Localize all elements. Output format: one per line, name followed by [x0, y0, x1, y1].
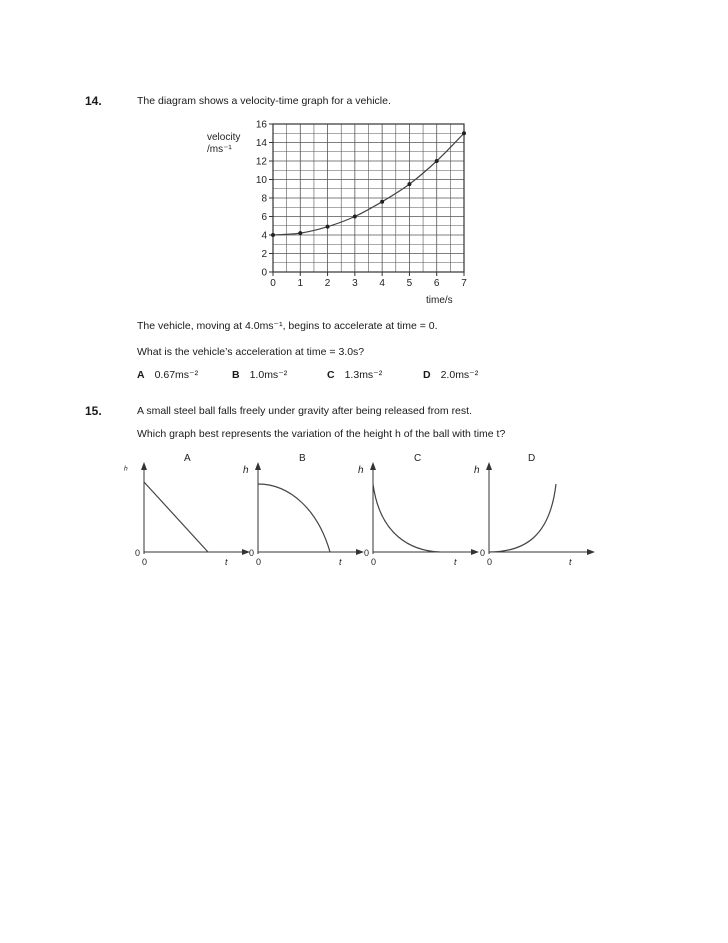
x-tick-label: 2	[324, 278, 331, 289]
data-point	[435, 159, 439, 163]
option-d-letter: D	[423, 369, 431, 381]
question-14-intro: The diagram shows a velocity-time graph for a vehicle.	[137, 95, 391, 107]
graph-d-origin-y: 0	[480, 548, 486, 558]
graph-b-origin-y: 0	[249, 548, 255, 558]
graph-b-letter: B	[299, 453, 306, 464]
x-tick-label: 6	[433, 278, 440, 289]
x-tick-label: 1	[297, 278, 304, 289]
data-point	[353, 215, 357, 219]
height-time-graphs	[0, 448, 728, 578]
option-b-value: 1.0ms⁻²	[249, 369, 288, 381]
option-b[interactable]	[232, 369, 287, 381]
velocity-time-x-ticks	[270, 272, 467, 289]
data-point	[407, 182, 411, 186]
question-15-line2: Which graph best represents the variation of the height h of the ball with time t?	[137, 428, 506, 440]
question-15-line1: A small steel ball falls freely under gravity after being released from rest.	[137, 405, 472, 417]
x-tick-label: 7	[461, 278, 467, 289]
y-axis-label-line2: /ms⁻¹	[207, 144, 232, 155]
option-b-letter: B	[232, 369, 240, 381]
x-tick-label: 4	[379, 278, 385, 289]
y-tick-label: 2	[261, 249, 267, 260]
graph-d[interactable]	[474, 453, 595, 567]
option-a-value: 0.67ms⁻²	[154, 369, 199, 381]
x-tick-label: 0	[270, 278, 276, 289]
graph-c-letter: C	[414, 453, 422, 464]
y-tick-label: 10	[255, 175, 267, 186]
option-d[interactable]	[423, 369, 478, 381]
graph-a-axis-h: ʰ	[124, 465, 128, 476]
y-tick-label: 16	[255, 119, 267, 131]
y-tick-label: 0	[261, 267, 267, 279]
x-tick-label: 3	[352, 278, 358, 289]
question-14-question: What is the vehicle’s acceleration at time = 3.0s?	[137, 346, 365, 358]
x-axis-label: time/s	[426, 295, 453, 306]
graph-a-letter: A	[184, 453, 191, 464]
graph-d-curve	[489, 484, 556, 552]
graph-b-axis-h: h	[243, 465, 249, 476]
graph-d-letter: D	[528, 453, 536, 464]
y-tick-label: 12	[255, 156, 267, 168]
option-d-value: 2.0ms⁻²	[440, 369, 479, 381]
graph-a-curve	[144, 482, 208, 552]
graph-d-axis-h: h	[474, 465, 480, 476]
velocity-time-y-ticks	[256, 120, 273, 279]
option-c-value: 1.3ms⁻²	[344, 369, 383, 381]
graph-c-origin: 0	[371, 557, 377, 567]
y-tick-label: 14	[255, 138, 267, 149]
graph-c[interactable]	[358, 453, 479, 567]
graph-c-axis-h: h	[358, 465, 364, 476]
y-tick-label: 4	[261, 230, 267, 242]
graph-c-origin-y: 0	[364, 548, 370, 558]
data-point	[462, 131, 466, 135]
graph-c-curve	[373, 484, 440, 552]
graph-b-curve	[258, 484, 330, 552]
graph-d-axis-t: t	[569, 557, 572, 567]
graph-a[interactable]	[124, 453, 250, 567]
graph-c-axis-t: t	[454, 557, 457, 567]
option-c[interactable]	[327, 369, 382, 381]
graph-b-origin: 0	[256, 557, 262, 567]
graph-d-origin: 0	[487, 557, 493, 567]
graph-a-axis-t: t	[225, 557, 228, 567]
question-14-statement: The vehicle, moving at 4.0ms⁻¹, begins to accelerate at time = 0.	[137, 320, 438, 332]
option-a[interactable]	[137, 369, 198, 381]
question-15-number: 15.	[85, 404, 102, 418]
y-tick-label: 8	[261, 193, 267, 205]
graph-a-origin: 0	[142, 557, 148, 567]
x-tick-label: 5	[406, 278, 413, 289]
data-point	[326, 225, 330, 229]
y-tick-label: 6	[261, 212, 267, 223]
data-point	[380, 200, 384, 204]
graph-b[interactable]	[243, 453, 364, 567]
graph-b-axis-t: t	[339, 557, 342, 567]
y-axis-label-line1: velocity	[207, 132, 241, 143]
option-a-letter: A	[137, 369, 145, 381]
data-point	[271, 233, 275, 237]
data-point	[298, 231, 302, 235]
question-14-number: 14.	[85, 94, 102, 108]
option-c-letter: C	[327, 369, 335, 381]
velocity-time-grid	[273, 124, 464, 272]
graph-a-origin-y: 0	[135, 548, 141, 558]
